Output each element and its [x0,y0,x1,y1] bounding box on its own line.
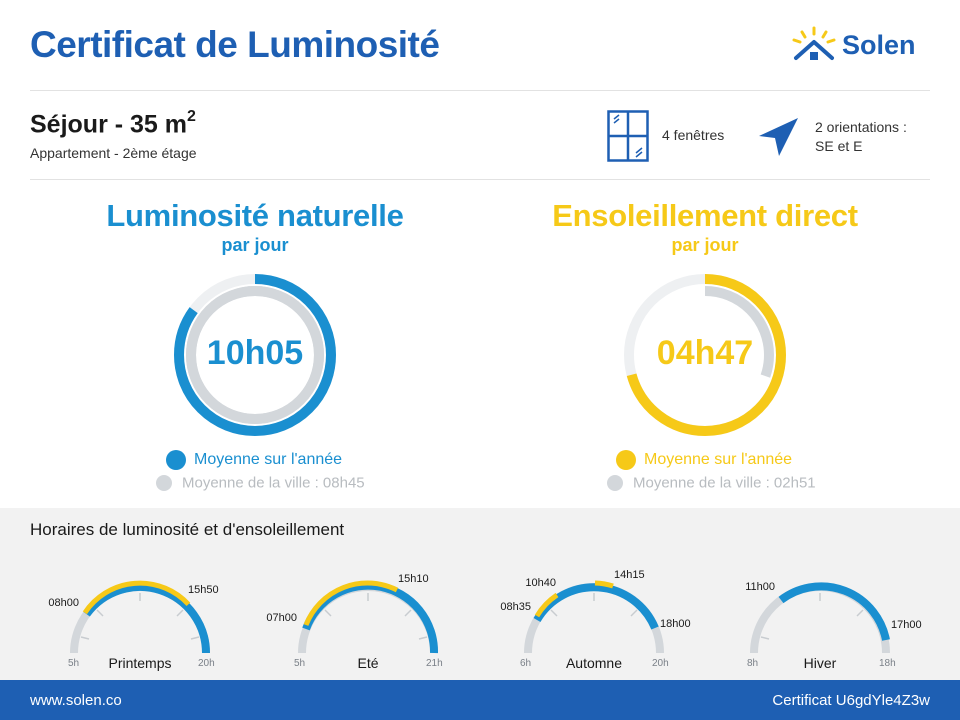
blue-dot-icon [166,450,186,470]
printemps-min: 5h [68,658,80,669]
automne-min: 6h [520,658,532,669]
hiver-min: 8h [747,658,759,669]
sun-house-icon [790,26,838,66]
window-icon [607,110,649,167]
header [30,22,930,70]
sunshine-legend-main: Moyenne sur l'année [616,450,792,470]
windows-count: 4 fenêtres [662,127,725,143]
grey-dot-icon [607,475,623,491]
divider [30,179,930,180]
sunshine-legend-city: Moyenne de la ville : 02h51 [605,474,816,492]
printemps-end: 15h50 [188,584,219,596]
ete-max: 21h [426,658,443,669]
brand-name: Solen [842,30,916,60]
website-link[interactable]: www.solen.co [30,692,122,709]
ete-end: 15h10 [398,573,429,585]
sunshine-subtitle: par jour [671,235,739,255]
sunshine-title: Ensoleillement direct [552,198,858,233]
automne-max: 20h [652,658,669,669]
yellow-dot-icon [616,450,636,470]
room-subtitle: Appartement - 2ème étage [30,145,197,162]
solen-logo[interactable] [790,26,930,66]
sunshine-value: 04h47 [656,334,754,372]
room-info [30,110,197,161]
room-title: Séjour - 35 $m^2$ [30,108,196,139]
divider [30,90,930,91]
ete-start: 07h00 [266,612,297,624]
gauge-ete [266,573,442,671]
schedule-title: Horaires de luminosité et d'ensoleillement [30,520,345,539]
luminosity-legend-city: Moyenne de la ville : 08h45 [154,474,365,492]
gauge-automne [500,569,690,671]
hiver-end: 17h00 [891,619,922,631]
luminosity-value: 10h05 [206,334,304,372]
page-title: Certificat de Luminosité [30,24,440,65]
printemps-max: 20h [198,658,215,669]
season-gauges [0,548,960,680]
sunshine-section [535,198,875,256]
luminosity-title: Luminosité naturelle [106,198,404,233]
printemps-start: 08h00 [48,597,79,609]
ete-min: 5h [294,658,306,669]
gauge-printemps [48,583,218,671]
automne-start: 08h35 [500,601,531,613]
automne-label: Automne [565,655,623,671]
luminosity-subtitle: par jour [221,235,289,255]
gauge-hiver [745,581,921,671]
automne-end: 18h00 [660,618,691,630]
compass-arrow-icon [757,116,801,163]
automne-sun-start: 10h40 [525,577,556,589]
schedule-panel [0,508,960,680]
printemps-label: Printemps [108,655,172,671]
hiver-label: Hiver [803,655,837,671]
footer [0,680,960,720]
luminosity-legend-main: Moyenne sur l'année [166,450,342,470]
automne-sun-end: 14h15 [614,569,645,581]
hiver-max: 18h [879,658,896,669]
orientations: 2 orientations : SE et E [815,119,907,154]
luminosity-section [85,198,425,256]
ete-label: Eté [357,655,379,671]
hiver-start: 11h00 [745,581,775,593]
grey-dot-icon [156,475,172,491]
certificate-id: Certificat U6gdYle4Z3w [772,692,930,709]
